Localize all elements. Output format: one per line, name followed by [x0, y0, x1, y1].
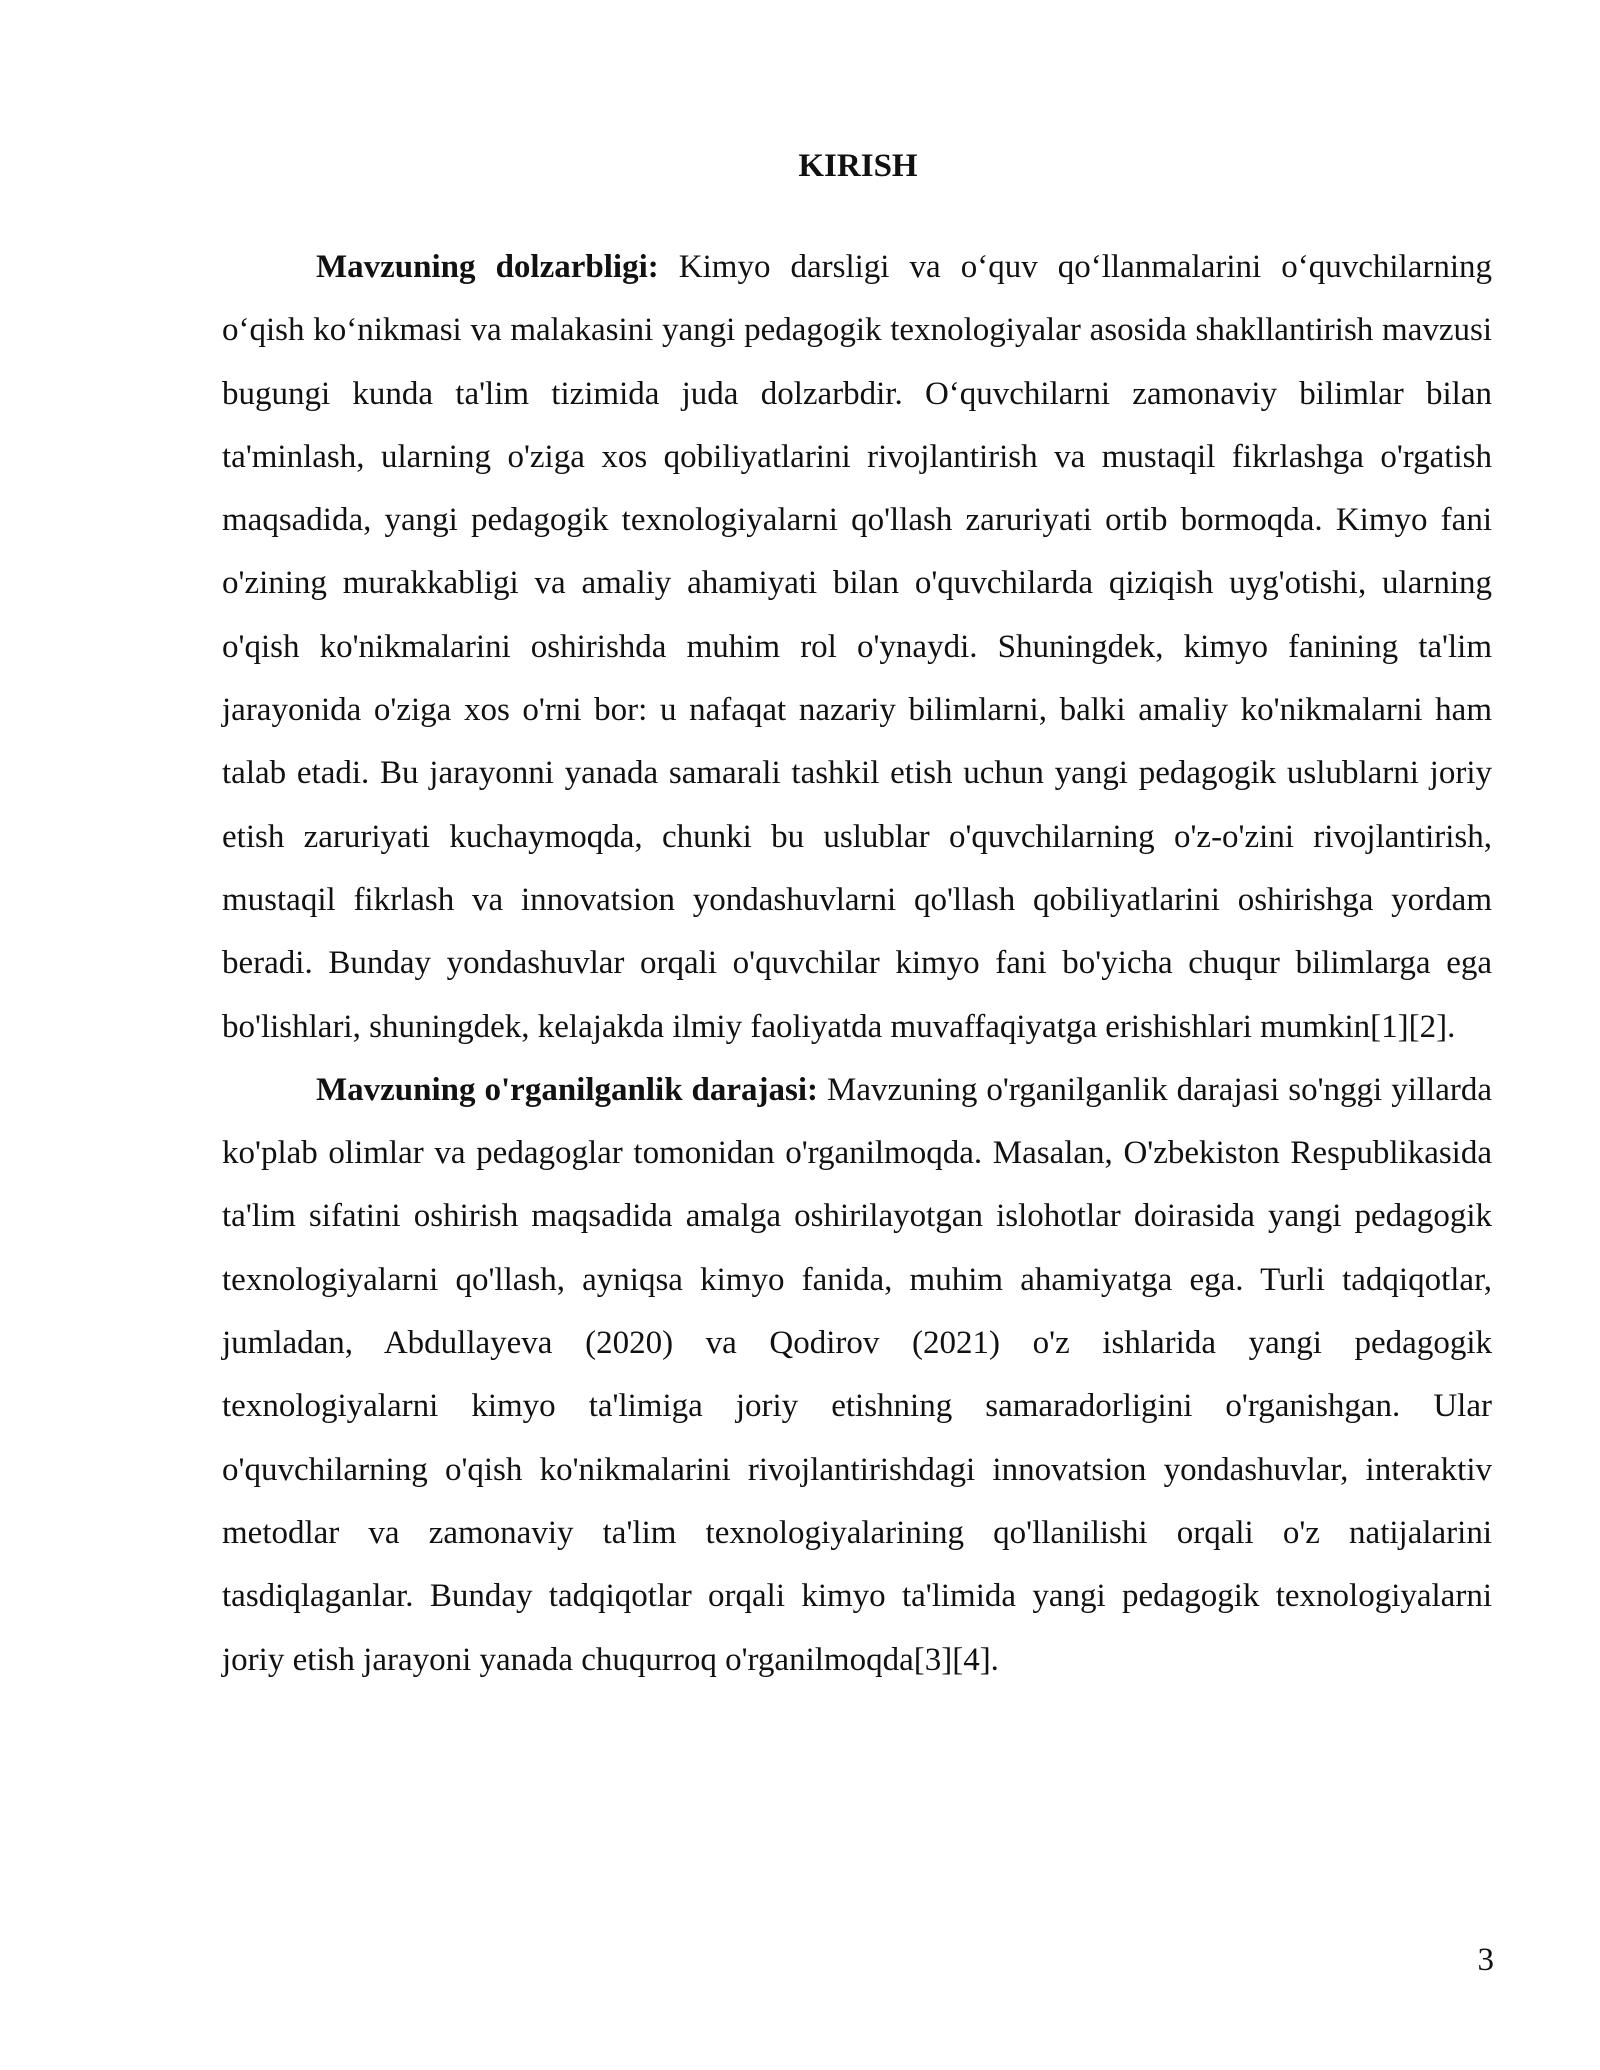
- body-text: [222, 236, 1492, 1692]
- paragraph-label-relevance: Mavzuning dolzarbligi:: [316, 249, 659, 285]
- paragraph-label-study-level: Mavzuning o'rganilganlik darajasi:: [316, 1071, 819, 1108]
- paragraph-text-relevance: Kimyo darsligi va o‘quv qo‘llanmalarini o‘quvchilarning o‘qish ko‘nikmasi va malakasini yangi pedagogik texnologiyalar asosida shakllantirish mavzusi bugungi kunda ta'lim tizimida juda dolzarbdir. O‘quvchilarni zamonaviy bilimlar bilan ta'minlash, ularning o'ziga xos qobiliyatlarini rivojlantirish va mustaqil fikrlashga o'rgatish maqsadida, yangi pedagogik texnologiyalarni qo'llash zaruriyati ortib bormoqda. Kimyo fani o'zining murakkabligi va amaliy ahamiyati bilan o'quvchilarda qiziqish uyg'otishi, ularning o'qish ko'nikmalarini oshirishda muhim rol o'ynaydi. Shuningdek, kimyo fanining ta'lim jarayonida o'ziga xos o'rni bor: u nafaqat nazariy bilimlarni, balki amaliy ko'nikmalarni ham talab etadi. Bu jarayonni yanada samarali tashkil etish uchun yangi pedagogik uslublarni joriy etish zaruriyati kuchaymoqda, chunki bu uslublar o'quvchilarning o'z-o'zini rivojlantirish, mustaqil fikrlash va innovatsion yondashuvlarni qo'llash qobiliyatlarini oshirishga yordam beradi. Bunday yondashuvlar orqali o'quvchilar kimyo fani bo'yicha chuqur bilimlarga ega bo'lishlari, shuningdek, kelajakda ilmiy faoliyatda muvaffaqiyatga erishishlari mumkin[1][2].: [222, 249, 1492, 1045]
- paragraph-relevance: [222, 236, 1492, 1059]
- page-number: 3: [1477, 1942, 1494, 1978]
- section-heading: KIRISH: [798, 148, 918, 184]
- paragraph-text-study-level: Mavzuning o'rganilganlik darajasi so'nggi yillarda ko'plab olimlar va pedagoglar tomonidan o'rganilmoqda. Masalan, O'zbekiston Respublikasida ta'lim sifatini oshirish maqsadida amalga oshirilayotgan islohotlar doirasida yangi pedagogik texnologiyalarni qo'llash, ayniqsa kimyo fanida, muhim ahamiyatga ega. Turli tadqiqotlar, jumladan, Abdullayeva (2020) va Qodirov (2021) o'z ishlarida yangi pedagogik texnologiyalarni kimyo ta'limiga joriy etishning samaradorligini o'rganishgan. Ular o'quvchilarning o'qish ko'nikmalarini rivojlantirishdagi innovatsion yondashuvlar, interaktiv metodlar va zamonaviy ta'lim texnologiyalarining qo'llanilishi orqali o'z natijalarini tasdiqlaganlar. Bunday tadqiqotlar orqali kimyo ta'limida yangi pedagogik texnologiyalarni joriy etish jarayoni yanada chuqurroq o'rganilmoqda[3][4].: [222, 1071, 1493, 1678]
- paragraph-study-level: [222, 1059, 1492, 1692]
